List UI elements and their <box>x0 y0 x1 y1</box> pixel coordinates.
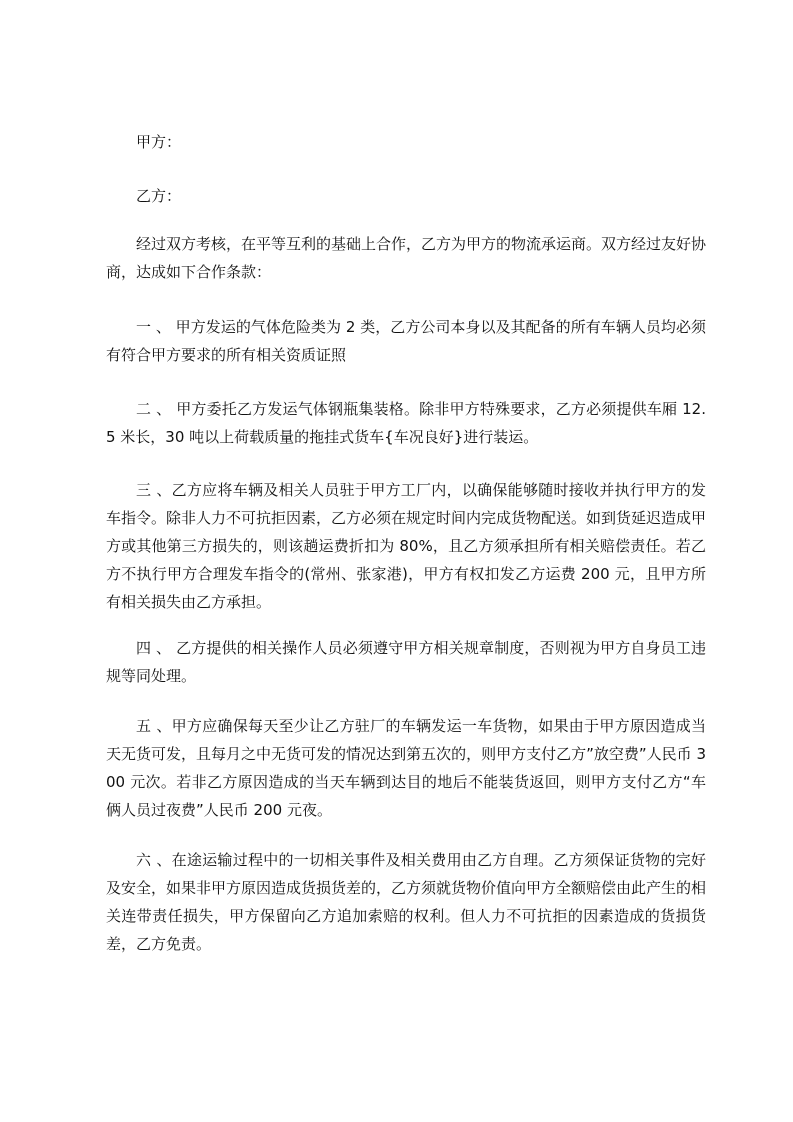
clause-6: 六 、在途运输过程中的一切相关事件及相关费用由乙方自理。乙方须保证货物的完好及安全，如果非甲方原因造成货损货差的，乙方须就货物价值向甲方全额赔偿由此产生的相关连带责任损失，甲方保留向乙方追加索赔的权利。但人力不可抗拒的因素造成的货损货差，乙方免责。 <box>106 851 707 953</box>
clause-3: 三 、乙方应将车辆及相关人员驻于甲方工厂内，以确保能够随时接收并执行甲方的发车指令。除非人力不可抗拒因素，乙方必须在规定时间内完成货物配送。如到货延迟造成甲方或其他第三方损失的，则该趟运费折扣为 80%，且乙方须承担所有相关赔偿责任。若乙方不执行甲方合理发车指令的(常州、张家港)，甲方有权扣发乙方运费 200 元，且甲方所有相关损失由乙方承担。 <box>106 481 707 611</box>
clause-5: 五 、甲方应确保每天至少让乙方驻厂的车辆发运一车货物，如果由于甲方原因造成当天无货可发，且每月之中无货可发的情况达到第五次的，则甲方支付乙方”放空费”人民币 300 元次。若非乙方原因造成的当天车辆到达目的地后不能装货返回，则甲方支付乙方“车俩人员过夜费”人民币 200 元夜。 <box>106 717 706 819</box>
party-a-label: 甲方： <box>136 133 182 151</box>
clause-4: 四 、 乙方提供的相关操作人员必须遵守甲方相关规章制度，否则视为甲方自身员工违规等同处理。 <box>106 639 706 685</box>
party-b-label: 乙方： <box>136 187 182 205</box>
clause-2: 二 、 甲方委托乙方发运气体钢瓶集装格。除非甲方特殊要求，乙方必须提供车厢 12.5 米长，30 吨以上荷载质量的拖挂式货车{车况良好}进行装运。 <box>106 400 706 446</box>
clause-1: 一 、 甲方发运的气体危险类为 2 类，乙方公司本身以及其配备的所有车辆人员均必须有符合甲方要求的所有相关资质证照 <box>106 318 706 364</box>
intro-paragraph: 经过双方考核，在平等互利的基础上合作，乙方为甲方的物流承运商。双方经过友好协商，达成如下合作条款： <box>106 235 707 281</box>
